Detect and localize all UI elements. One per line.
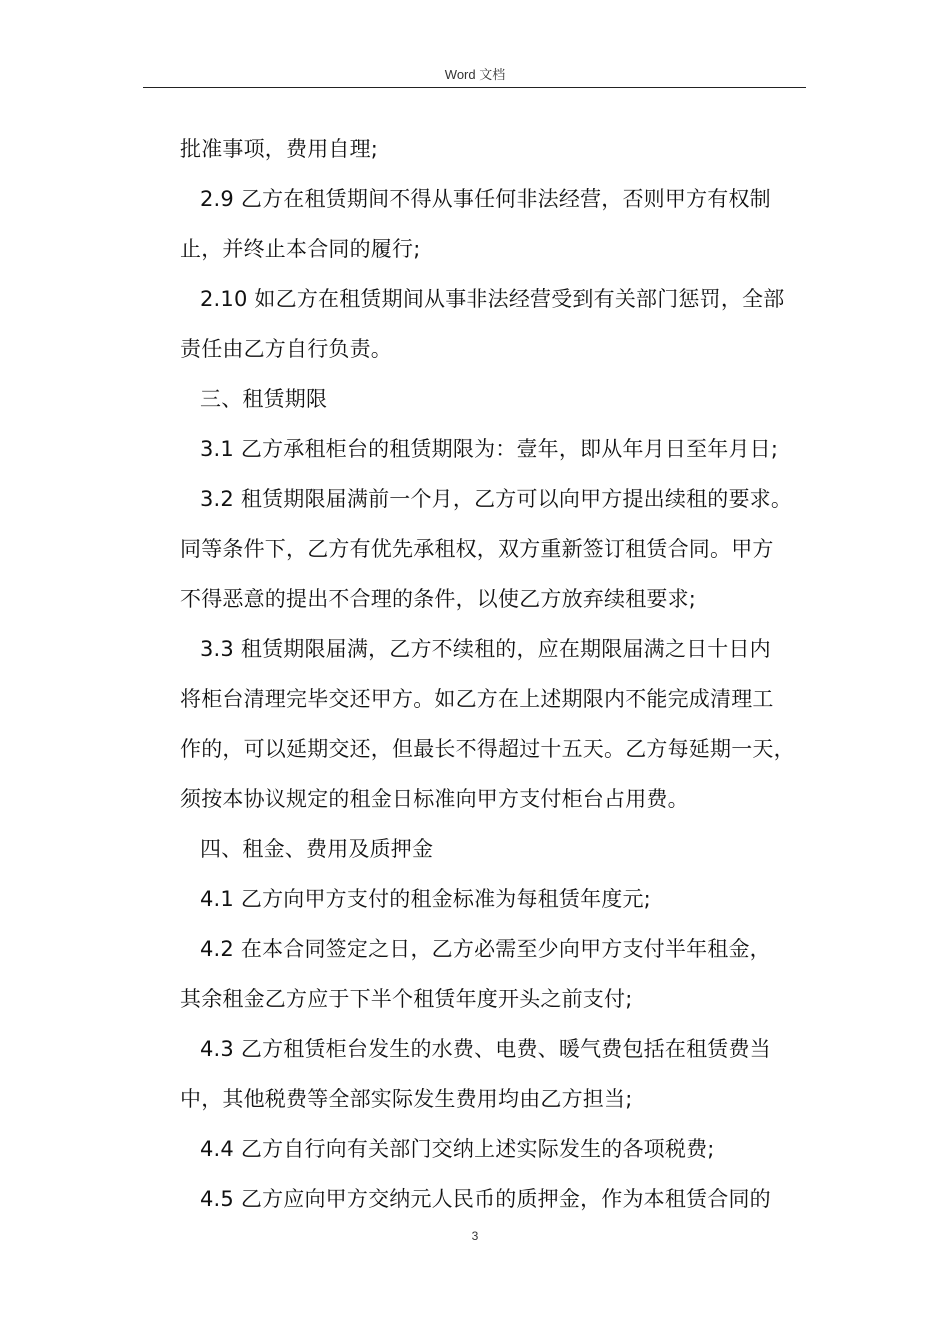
text-line: 将柜台清理完毕交还甲方。如乙方在上述期限内不能完成清理工 [180, 687, 774, 711]
text-line: 四、租金、费用及质押金 [200, 837, 434, 861]
document-body [180, 130, 820, 1230]
text-line: 3.3 租赁期限届满，乙方不续租的，应在期限届满之日十日内 [200, 637, 771, 661]
text-line: 4.3 乙方租赁柜台发生的水费、电费、暖气费包括在租赁费当 [200, 1037, 771, 1061]
text-line: 其余租金乙方应于下半个租赁年度开头之前支付; [180, 987, 633, 1011]
text-line: 同等条件下，乙方有优先承租权，双方重新签订租赁合同。甲方 [180, 537, 774, 561]
text-line: 4.1 乙方向甲方支付的租金标准为每租赁年度元; [200, 887, 651, 911]
text-line: 作的，可以延期交还，但最长不得超过十五天。乙方每延期一天， [180, 737, 795, 761]
text-line: 批准事项，费用自理; [180, 137, 379, 161]
text-line: 4.5 乙方应向甲方交纳元人民币的质押金，作为本租赁合同的 [200, 1187, 771, 1211]
text-line: 3.2 租赁期限届满前一个月，乙方可以向甲方提出续租的要求。 [200, 487, 793, 511]
text-line: 4.4 乙方自行向有关部门交纳上述实际发生的各项税费; [200, 1137, 715, 1161]
text-line: 须按本协议规定的租金日标准向甲方支付柜台占用费。 [180, 787, 689, 811]
text-line: 3.1 乙方承租柜台的租赁期限为：壹年，即从年月日至年月日; [200, 437, 779, 461]
text-line: 4.2 在本合同签定之日，乙方必需至少向甲方支付半年租金， [200, 937, 771, 961]
document-header-title: Word 文档 [444, 67, 506, 82]
page-number: 3 [471, 1229, 479, 1243]
text-line: 中，其他税费等全部实际发生费用均由乙方担当; [180, 1087, 633, 1111]
header-divider [143, 87, 806, 88]
text-line: 止，并终止本合同的履行; [180, 237, 421, 261]
text-line: 2.10 如乙方在租赁期间从事非法经营受到有关部门惩罚，全部 [200, 287, 785, 311]
text-line: 三、租赁期限 [200, 387, 328, 411]
text-line: 责任由乙方自行负责。 [180, 337, 392, 361]
text-line: 2.9 乙方在租赁期间不得从事任何非法经营，否则甲方有权制 [200, 187, 771, 211]
text-line: 不得恶意的提出不合理的条件，以使乙方放弃续租要求; [180, 587, 697, 611]
